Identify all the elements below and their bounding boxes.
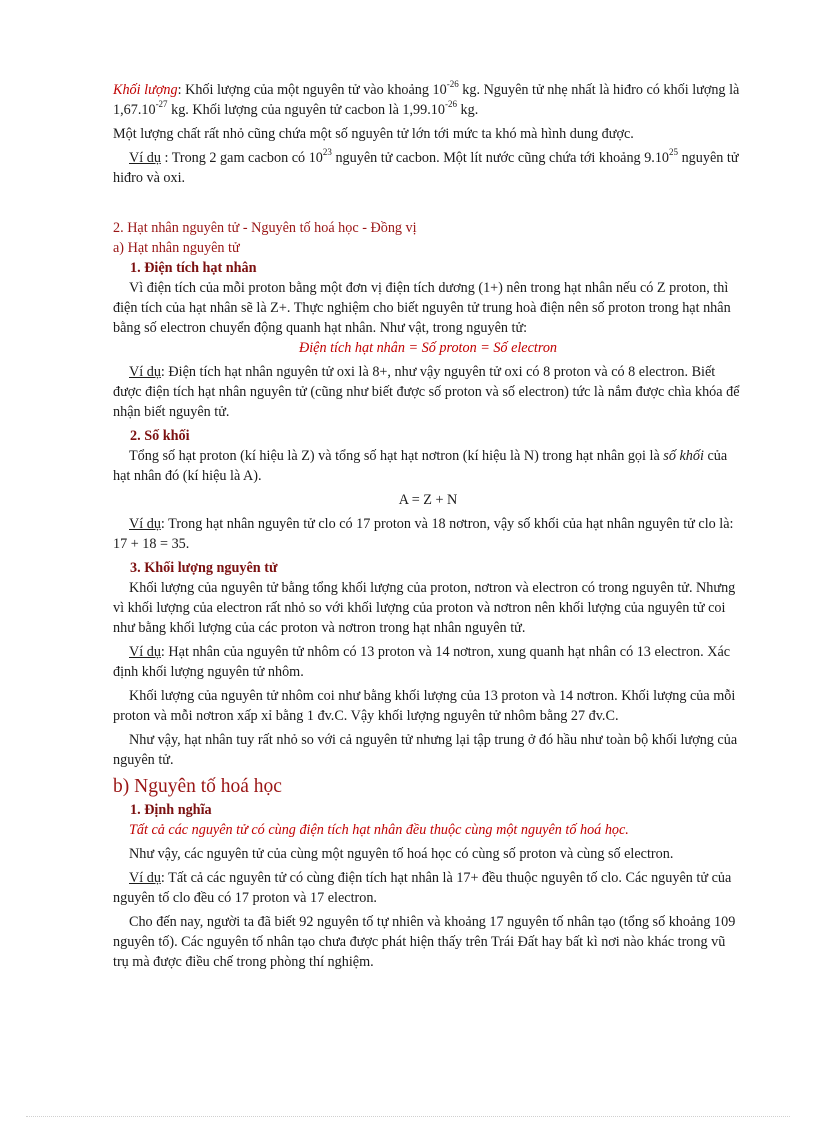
example-label: Ví dụ [129,644,161,660]
atomic-mass-paragraph: Khối lượng của nguyên tử bằng tổng khối lượng của proton, nơtron và electron có trong nguyên tử. Nhưng vì khối lượng của electron rất nhỏ so với khối lượng của proton và nơtron nên khối lượng của nguyên tử coi như bằng khối lượng của các proton và nơtron trong hạt nhân nguyên tử. [113,580,736,636]
mass-note: Một lượng chất rất nhỏ cũng chứa một số nguyên tử lớn tới mức ta khó mà hình dung được. [113,126,634,142]
mass-paragraph: Khối lượng: Khối lượng của một nguyên tử vào khoảng $10^{-26}$ kg. Nguyên tử nhẹ nhất là hiđro có khối lượng là $1,67.10^{-27}$ kg. Khối lượng của nguyên tử cacbon là $1,99.10^{-26}$ kg. [113,79,740,118]
definition-text: Tất cả các nguyên tử có cùng điện tích hạt nhân đều thuộc cùng một nguyên tố hoá học. [129,822,629,838]
example-label: Ví dụ [129,150,161,166]
definition-heading: 1. Định nghĩa [130,802,212,818]
atomic-mass-solution: Khối lượng của nguyên tử nhôm coi như bằng khối lượng của 13 proton và 14 nơtron. Khối lượng của mỗi proton và mỗi nơtron xấp xỉ bằng 1 đv.C. Vậy khối lượng nguyên tử nhôm bằng 27 đv.C. [113,688,736,724]
atomic-mass-heading: 3. Khối lượng nguyên tử [130,560,278,576]
subsection-b-title: b) Nguyên tố hoá học [113,776,282,797]
example-label: Ví dụ [129,870,161,886]
element-count-paragraph: Cho đến nay, người ta đã biết 92 nguyên tố tự nhiên và khoảng 17 nguyên tố nhân tạo (tổng số khoảng 109 nguyên tố). Các nguyên tố nhân tạo chưa được phát hiện thấy trên Trái Đất hay bất kì nơi nào khác trong vũ trụ mà được điều chế trong phòng thí nghiệm. [113,914,736,970]
charge-formula: Điện tích hạt nhân = Số proton = Số electron [298,340,558,356]
mass-number-example: Ví dụ: Trong hạt nhân nguyên tử clo có 17 proton và 18 nơtron, vậy số khối của hạt nhân nguyên tử clo là: 17 + 18 = 35. [113,516,734,552]
atomic-mass-conclusion: Như vậy, hạt nhân tuy rất nhỏ so với cả nguyên tử nhưng lại tập trung ở đó hầu như toàn bộ khối lượng của nguyên tử. [113,732,738,768]
mass-label: Khối lượng [113,82,178,98]
mass-example: Ví dụ : Trong 2 gam cacbon có $10^{23}$ nguyên tử cacbon. Một lít nước cũng chứa tới khoảng 9.10$^{25}$ nguyên tử hiđro và oxi. [113,147,739,186]
charge-heading: 1. Điện tích hạt nhân [130,260,257,276]
footer-divider [26,1116,790,1117]
example-label: Ví dụ [129,364,161,380]
mass-number-paragraph: Tổng số hạt proton (kí hiệu là Z) và tổng số hạt hạt nơtron (kí hiệu là N) trong hạt nhân gọi là số khối của hạt nhân đó (kí hiệu là A). [113,448,728,484]
mass-number-heading: 2. Số khối [130,428,190,444]
element-example: Ví dụ: Tất cả các nguyên tử có cùng điện tích hạt nhân là 17+ đều thuộc nguyên tố clo. Các nguyên tử của nguyên tố clo đều có 17 proton và 17 electron. [113,870,732,906]
subsection-a-title: a) Hạt nhân nguyên tử [113,240,240,256]
charge-example: Ví dụ: Điện tích hạt nhân nguyên tử oxi là 8+, như vậy nguyên tử oxi có 8 proton và có 8 electron. Biết được điện tích hạt nhân nguyên tử (cũng như biết được số proton và số electron) tức là nắm được chìa khóa để nhận biết nguyên tử. [113,364,740,420]
document-body [113,80,743,972]
atomic-mass-example: Ví dụ: Hạt nhân của nguyên tử nhôm có 13 proton và 14 nơtron, xung quanh hạt nhân có 13 electron. Xác định khối lượng nguyên tử nhôm. [113,644,731,680]
example-label: Ví dụ [129,516,161,532]
section-2-title: 2. Hạt nhân nguyên tử - Nguyên tố hoá học - Đồng vị [113,220,417,236]
element-paragraph: Như vậy, các nguyên tử của cùng một nguyên tố hoá học có cùng số proton và cùng số electron. [129,846,674,862]
mass-number-formula: A = Z + N [398,492,458,508]
charge-paragraph: Vì điện tích của mỗi proton bằng một đơn vị điện tích dương (1+) nên trong hạt nhân nếu có Z proton, thì điện tích của hạt nhân sẽ là Z+. Thực nghiệm cho biết nguyên tử trung hoà điện nên số proton trong hạt nhân bằng số electron chuyển động quanh hạt nhân. Như vật, trong nguyên tử: [113,280,731,336]
mass-number-term: số khối [663,448,704,464]
